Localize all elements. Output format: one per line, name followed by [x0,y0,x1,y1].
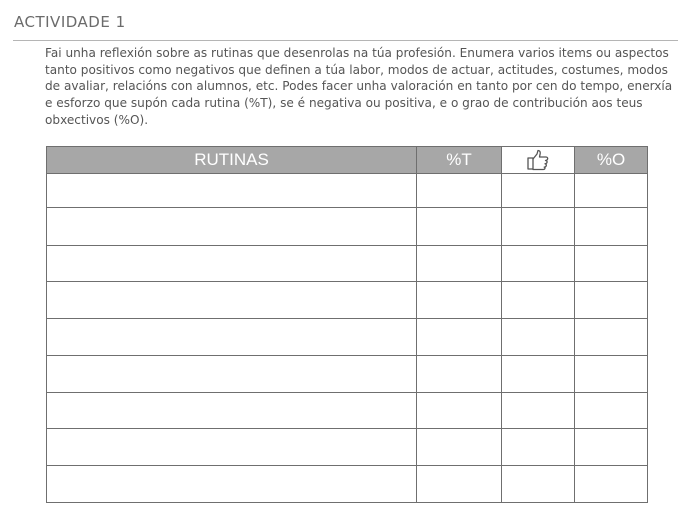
table-row [47,208,648,246]
cell-percent-t[interactable] [417,246,502,282]
title-divider [13,40,678,41]
cell-percent-o[interactable] [575,208,648,246]
cell-percent-o[interactable] [575,319,648,356]
cell-percent-o[interactable] [575,393,648,429]
table-row [47,282,648,319]
table-row [47,319,648,356]
cell-percent-t[interactable] [417,466,502,503]
cell-percent-o[interactable] [575,246,648,282]
cell-percent-t[interactable] [417,174,502,208]
cell-percent-t[interactable] [417,429,502,466]
cell-percent-o[interactable] [575,174,648,208]
cell-positive-negative[interactable] [502,174,575,208]
cell-positive-negative[interactable] [502,356,575,393]
table-row [47,466,648,503]
cell-percent-o[interactable] [575,466,648,503]
cell-percent-t[interactable] [417,319,502,356]
cell-positive-negative[interactable] [502,429,575,466]
cell-rutina[interactable] [47,429,417,466]
table-row [47,174,648,208]
cell-positive-negative[interactable] [502,319,575,356]
table-row [47,356,648,393]
cell-percent-o[interactable] [575,282,648,319]
cell-percent-t[interactable] [417,208,502,246]
cell-positive-negative[interactable] [502,282,575,319]
table-row [47,246,648,282]
header-percent-o: %O [575,147,648,174]
cell-positive-negative[interactable] [502,393,575,429]
instructions-paragraph: Fai unha reflexión sobre as rutinas que desenrolas na túa profesión. Enumera varios items ou aspectos tanto positivos como negativos que definen a túa labor, modos de actuar, actitudes, costumes, modos de avaliar, relacións con alumnos, etc. Podes facer unha valoración en tanto por cen do tempo, enerxía e esforzo que supón cada rutina (%T), se é negativa ou positiva, e o grao de contribución aos teus obxectivos (%O). [45,46,673,127]
cell-percent-t[interactable] [417,282,502,319]
cell-rutina[interactable] [47,282,417,319]
table-header-row [47,147,648,174]
cell-rutina[interactable] [47,356,417,393]
cell-rutina[interactable] [47,208,417,246]
cell-rutina[interactable] [47,466,417,503]
cell-rutina[interactable] [47,319,417,356]
table-row [47,393,648,429]
cell-rutina[interactable] [47,393,417,429]
cell-percent-o[interactable] [575,429,648,466]
cell-positive-negative[interactable] [502,466,575,503]
thumbs-up-icon [526,149,550,171]
cell-rutina[interactable] [47,174,417,208]
header-percent-t: %T [417,147,502,174]
table-row [47,429,648,466]
header-positive-negative [502,147,575,174]
activity-title: ACTIVIDADE 1 [14,13,126,31]
cell-percent-o[interactable] [575,356,648,393]
cell-percent-t[interactable] [417,356,502,393]
cell-percent-t[interactable] [417,393,502,429]
cell-positive-negative[interactable] [502,246,575,282]
cell-positive-negative[interactable] [502,208,575,246]
header-rutinas: RUTINAS [47,147,417,174]
routines-table [46,146,648,503]
cell-rutina[interactable] [47,246,417,282]
